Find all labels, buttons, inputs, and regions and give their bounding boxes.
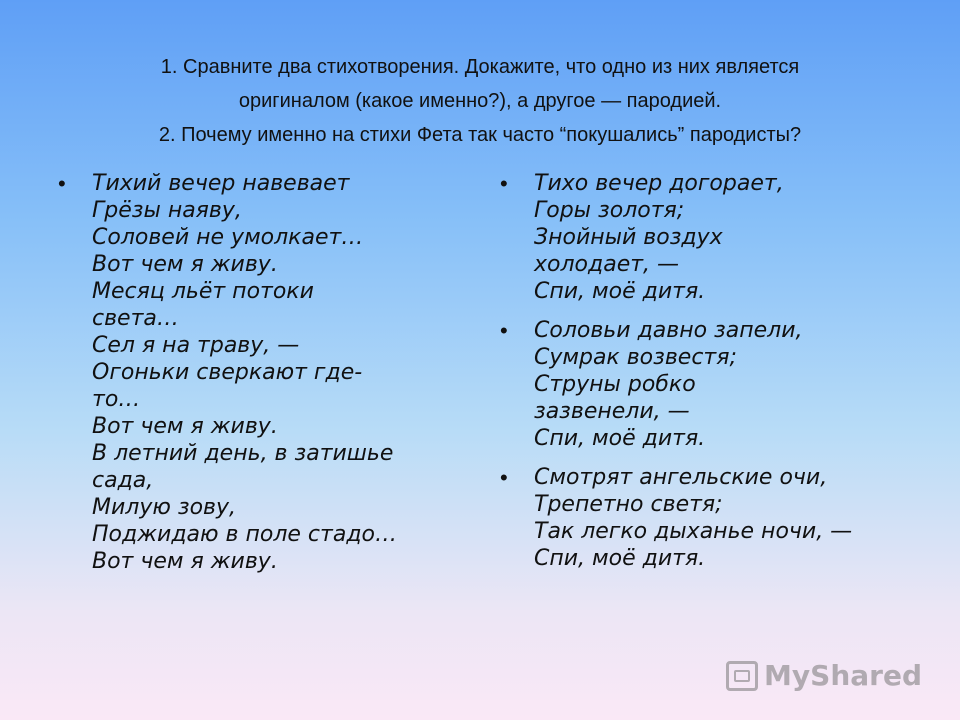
verse-line: Спи, моё дитя.	[534, 546, 706, 571]
verse-line: Вот чем я живу.	[92, 414, 278, 439]
verse-line: Милую зову,	[92, 495, 237, 520]
watermark-text: MyShared	[764, 659, 922, 692]
left-poem	[58, 170, 478, 587]
verse-line: Горы золотя;	[534, 198, 685, 223]
verse-line: Струны робко	[534, 372, 696, 397]
verse-line: Спи, моё дитя.	[534, 426, 706, 451]
verse-line: Так легко дыханье ночи, —	[534, 519, 853, 544]
bullet-icon: •	[500, 318, 508, 343]
verse-line: Смотрят ангельские очи,	[534, 465, 828, 490]
verse-line: сада,	[92, 468, 154, 493]
verse-line: холодает, —	[534, 252, 680, 277]
verse-line: Сел я на траву, —	[92, 333, 300, 358]
verse-line: Знойный воздух	[534, 225, 723, 250]
verse-line: Поджидаю в поле стадо…	[92, 522, 397, 547]
verse-line: Тихий вечер навевает	[92, 171, 350, 196]
title-line-2: оригиналом (какое именно?), а другое — пародией.	[238, 90, 722, 112]
watermark	[726, 659, 922, 692]
verse-line: то…	[92, 387, 141, 412]
verse-line: Сумрак возвестя;	[534, 345, 737, 370]
verse-line: Тихо вечер догорает,	[534, 171, 784, 196]
verse-line: зазвенели, —	[534, 399, 690, 424]
bullet-icon: •	[58, 171, 66, 196]
verse-line: В летний день, в затишье	[92, 441, 394, 466]
verse-line: Спи, моё дитя.	[534, 279, 706, 304]
left-poem-stanza	[58, 170, 478, 575]
slide-title	[40, 50, 920, 152]
right-poem-stanza-2	[500, 317, 920, 452]
bullet-icon: •	[500, 465, 508, 490]
right-poem-stanza-1	[500, 170, 920, 305]
verse-line: Соловей не умолкает…	[92, 225, 364, 250]
verse-line: света…	[92, 306, 179, 331]
bullet-icon: •	[500, 171, 508, 196]
verse-line: Вот чем я живу.	[92, 252, 278, 277]
slides-icon	[726, 661, 758, 691]
verse-line: Месяц льёт потоки	[92, 279, 314, 304]
right-poem	[500, 170, 920, 584]
title-line-3: 2. Почему именно на стихи Фета так часто “покушались” пародисты?	[158, 124, 802, 146]
verse-line: Огоньки сверкают где-	[92, 360, 363, 385]
right-poem-stanza-3	[500, 464, 920, 572]
verse-line: Соловьи давно запели,	[534, 318, 803, 343]
title-line-1: 1. Сравните два стихотворения. Докажите, что одно из них является	[160, 56, 800, 78]
verse-line: Грёзы наяву,	[92, 198, 242, 223]
verse-line: Трепетно светя;	[534, 492, 723, 517]
verse-line: Вот чем я живу.	[92, 549, 278, 574]
